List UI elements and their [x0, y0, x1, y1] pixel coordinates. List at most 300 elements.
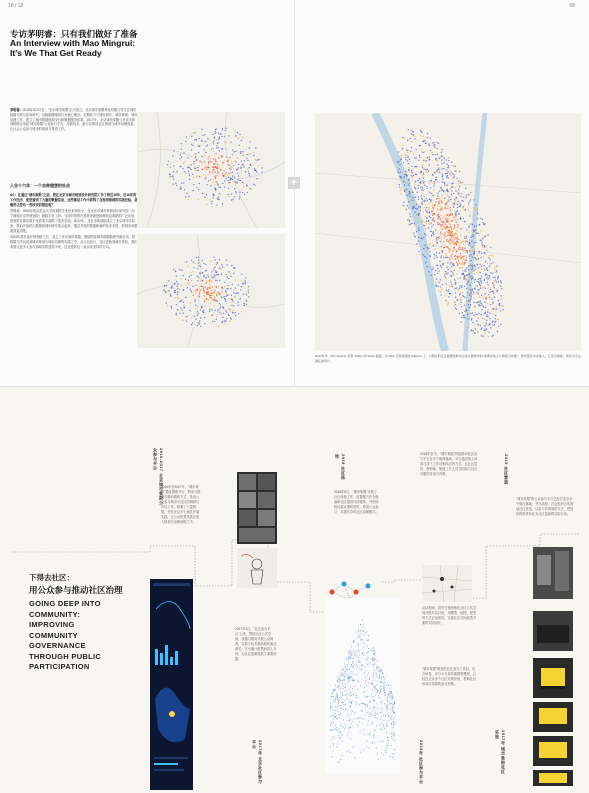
map-dot	[223, 170, 224, 171]
chart-dot	[380, 708, 381, 709]
map-dot	[470, 304, 471, 305]
map-dot	[419, 178, 420, 179]
map-dot	[423, 168, 424, 169]
chart-dot	[372, 711, 373, 712]
map-dot	[474, 219, 475, 220]
map-dot	[453, 177, 454, 178]
map-dot	[462, 295, 463, 296]
chart-dot	[337, 678, 338, 679]
map-dot	[211, 281, 212, 282]
map-dot	[453, 166, 454, 167]
map-dot	[232, 176, 233, 177]
map-dot	[417, 180, 418, 181]
chart-dot	[356, 632, 357, 633]
chart-dot	[350, 686, 351, 687]
chart-dot	[355, 712, 356, 713]
map-dot	[215, 133, 216, 134]
chart-dot	[330, 729, 331, 730]
map-dot	[461, 321, 462, 322]
map-dot	[469, 295, 470, 296]
map-dot	[469, 285, 470, 286]
map-dot	[469, 242, 470, 243]
chart-dot	[370, 713, 371, 714]
map-dot	[499, 303, 500, 304]
map-dot	[451, 214, 452, 215]
chart-dot	[353, 666, 354, 667]
chart-dot	[349, 655, 350, 656]
map-dot	[463, 256, 464, 257]
chart-dot	[376, 725, 377, 726]
map-dot	[242, 155, 243, 156]
map-dot	[420, 171, 421, 172]
chart-dot	[332, 751, 333, 752]
map-dot	[211, 293, 212, 294]
map-dot	[224, 282, 225, 283]
chart-dot	[394, 749, 395, 750]
map-dot	[454, 234, 455, 235]
map-dot	[402, 137, 403, 138]
chart-dot	[336, 718, 337, 719]
map-dot	[462, 180, 463, 181]
chart-dot	[360, 685, 361, 686]
map-dot	[457, 219, 458, 220]
map-dot	[203, 286, 204, 287]
map-dot	[217, 314, 218, 315]
map-dot	[455, 201, 456, 202]
chart-dot	[394, 722, 395, 723]
map-dot	[247, 192, 248, 193]
chart-dot	[350, 701, 351, 702]
map-dot	[412, 177, 413, 178]
city-map-large	[315, 113, 581, 351]
chart-dot	[351, 671, 352, 672]
chart-dot	[363, 703, 364, 704]
map-dot	[485, 288, 486, 289]
map-dot	[463, 250, 464, 251]
map-dot	[469, 255, 470, 256]
map-dot	[247, 154, 248, 155]
map-dot	[477, 323, 478, 324]
map-dot	[446, 202, 447, 203]
map-dot	[425, 204, 426, 205]
map-dot	[411, 147, 412, 148]
map-dot	[450, 243, 451, 244]
map-dot	[494, 324, 495, 325]
map-dot	[255, 148, 256, 149]
map-dot	[187, 316, 188, 317]
map-dot	[477, 208, 478, 209]
map-dot	[439, 158, 440, 159]
map-dot	[197, 311, 198, 312]
map-dot	[470, 199, 471, 200]
chart-dot	[341, 686, 342, 687]
chart-dot	[374, 687, 375, 688]
map-dot	[440, 232, 441, 233]
map-dot	[453, 249, 454, 250]
map-dot	[406, 195, 407, 196]
map-dot	[474, 293, 475, 294]
map-dot	[448, 160, 449, 161]
map-dot	[206, 146, 207, 147]
chart-dot	[341, 670, 342, 671]
chart-dot	[394, 703, 395, 704]
map-dot	[408, 224, 409, 225]
feature-title-en: GOING DEEP INTO COMMUNITY: IMPROVING COMMUNITY GOVERNANCE THROUGH PUBLIC PARTICIPATION	[29, 599, 102, 671]
map-dot	[432, 215, 433, 216]
map-dot	[422, 136, 423, 137]
map-dot	[470, 192, 471, 193]
map-dot	[468, 281, 469, 282]
map-dot	[228, 188, 229, 189]
map-dot	[453, 174, 454, 175]
chart-dot	[376, 666, 377, 667]
chart-dot	[333, 718, 334, 719]
map-dot	[464, 236, 465, 237]
map-dot	[455, 170, 456, 171]
map-dot	[423, 172, 424, 173]
chart-dot	[393, 707, 394, 708]
map-dot	[210, 157, 211, 158]
map-dot	[181, 149, 182, 150]
chart-dot	[379, 675, 380, 676]
map-dot	[190, 289, 191, 290]
chart-dot	[349, 702, 350, 703]
map-dot	[249, 167, 250, 168]
map-dot	[412, 173, 413, 174]
chart-dot	[366, 664, 367, 665]
map-dot	[408, 180, 409, 181]
chart-dot	[342, 673, 343, 674]
map-dot	[475, 258, 476, 259]
map-dot	[431, 226, 432, 227]
chart-dot	[338, 701, 339, 702]
map-dot	[441, 239, 442, 240]
map-dot	[467, 314, 468, 315]
map-dot	[468, 304, 469, 305]
folio-left: 18 / 18	[8, 3, 24, 9]
map-dot	[440, 291, 441, 292]
map-dot	[202, 286, 203, 287]
map-dot	[462, 312, 463, 313]
map-dot	[435, 270, 436, 271]
chart-dot	[381, 681, 382, 682]
map-dot	[181, 143, 182, 144]
map-dot	[466, 284, 467, 285]
map-dot	[478, 306, 479, 307]
chart-dot	[378, 690, 379, 691]
map-dot	[215, 280, 216, 281]
milestone-text-7: "城市象限"研发的社区参与工具包，包含问卷、评分卡与协作地图等模块，已经在北京多个社区开展应用，帮助社区形成可持续的参与机制。	[422, 667, 477, 686]
map-dot	[211, 185, 212, 186]
map-dot	[235, 287, 236, 288]
map-dot	[216, 294, 217, 295]
map-dot	[469, 277, 470, 278]
map-dot	[214, 321, 215, 322]
chart-dot	[380, 671, 381, 672]
answer-1: 茅明睿：2000年我从武汉大学规划院毕业后来到北京，在北京市城市规划设计研究院（以下简称北京市规划院）做数字化工作。当时的背景在我看来就是地理信息系统的广泛应用，规划院在推动数字化转型方面做了很多尝试。2012年，北京市规划院成立了北京城市实验室，我们开始把大数据和城市研究结合起来，通过开放的数据和新的技术手段，把城市问题看得更清楚。	[10, 209, 138, 233]
map-dot	[409, 171, 410, 172]
map-dot	[466, 267, 467, 268]
chart-dot	[351, 710, 352, 711]
map-dot	[228, 308, 229, 309]
map-dot	[414, 136, 415, 137]
map-dot	[209, 172, 210, 173]
map-dot	[489, 277, 490, 278]
chart-dot	[386, 724, 387, 725]
map-dot	[447, 291, 448, 292]
map-dot	[242, 151, 243, 152]
map-dot	[426, 171, 427, 172]
chart-dot	[340, 714, 341, 715]
chart-dot	[350, 706, 351, 707]
map-dot	[423, 248, 424, 249]
chart-dot	[366, 680, 367, 681]
map-dot	[465, 197, 466, 198]
chart-dot	[335, 713, 336, 714]
chart-dot	[391, 703, 392, 704]
chart-dot	[350, 713, 351, 714]
chart-dot	[372, 690, 373, 691]
chart-dot	[349, 693, 350, 694]
chart-dot	[336, 696, 337, 697]
map-dot	[470, 313, 471, 314]
map-dot	[455, 233, 456, 234]
map-dot	[474, 282, 475, 283]
map-dot	[487, 270, 488, 271]
map-dot	[439, 223, 440, 224]
chart-dot	[379, 671, 380, 672]
chart-dot	[334, 691, 335, 692]
map-dot	[164, 291, 165, 292]
map-dot	[205, 178, 206, 179]
chart-dot	[341, 726, 342, 727]
map-dot	[237, 179, 238, 180]
map-dot	[173, 165, 174, 166]
map-dot	[190, 168, 191, 169]
chart-dot	[370, 701, 371, 702]
map-dot	[422, 220, 423, 221]
map-dot	[199, 291, 200, 292]
chart-dot	[369, 716, 370, 717]
map-dot	[429, 212, 430, 213]
map-dot	[410, 130, 411, 131]
map-dot	[203, 174, 204, 175]
chart-dot	[350, 738, 351, 739]
map-dot	[470, 298, 471, 299]
map-dot	[175, 297, 176, 298]
map-dot	[229, 168, 230, 169]
map-dot	[434, 203, 435, 204]
map-dot	[223, 136, 224, 137]
map-dot	[178, 269, 179, 270]
chart-dot	[355, 651, 356, 652]
chart-dot	[343, 688, 344, 689]
map-dot	[190, 302, 191, 303]
map-dot	[175, 183, 176, 184]
map-dot	[199, 183, 200, 184]
map-dot	[448, 241, 449, 242]
map-dot	[188, 280, 189, 281]
map-dot	[205, 264, 206, 265]
chart-dot	[350, 723, 351, 724]
map-dot	[493, 285, 494, 286]
map-dot	[240, 289, 241, 290]
map-dot	[397, 162, 398, 163]
chart-dot	[352, 726, 353, 727]
chart-dot	[350, 649, 351, 650]
map-dot	[454, 228, 455, 229]
map-dot	[411, 223, 412, 224]
map-dot	[437, 222, 438, 223]
map-dot	[174, 283, 175, 284]
map-dot	[215, 153, 216, 154]
map-dot	[415, 197, 416, 198]
chart-dot	[380, 725, 381, 726]
map-dot	[502, 305, 503, 306]
map-dot	[192, 286, 193, 287]
chart-dot	[348, 750, 349, 751]
map-dot	[427, 266, 428, 267]
map-dot	[492, 324, 493, 325]
map-dot	[206, 298, 207, 299]
map-dot	[457, 227, 458, 228]
chart-dot	[379, 693, 380, 694]
map-dot	[199, 165, 200, 166]
map-dot	[417, 222, 418, 223]
map-dot	[432, 219, 433, 220]
chart-dot	[366, 652, 367, 653]
chart-dot	[376, 714, 377, 715]
map-dot	[460, 206, 461, 207]
map-dot	[459, 247, 460, 248]
map-dot	[215, 176, 216, 177]
map-dot	[430, 217, 431, 218]
chart-dot	[362, 664, 363, 665]
chart-dot	[358, 645, 359, 646]
map-dot	[458, 257, 459, 258]
map-dot	[195, 153, 196, 154]
chart-dot	[380, 712, 381, 713]
chart-dot	[358, 662, 359, 663]
map-dot	[184, 307, 185, 308]
chart-dot	[339, 678, 340, 679]
map-dot	[398, 151, 399, 152]
chart-dot	[345, 687, 346, 688]
chart-dot	[351, 695, 352, 696]
map-dot	[408, 129, 409, 130]
chart-dot	[381, 682, 382, 683]
map-dot	[411, 134, 412, 135]
map-dot	[452, 203, 453, 204]
map-dot	[215, 129, 216, 130]
map-dot	[480, 240, 481, 241]
map-dot	[452, 241, 453, 242]
chart-dot	[380, 729, 381, 730]
map-dot	[452, 173, 453, 174]
map-dot	[467, 318, 468, 319]
map-dot	[438, 236, 439, 237]
map-dot	[420, 237, 421, 238]
map-dot	[207, 294, 208, 295]
map-dot	[251, 189, 252, 190]
map-dot	[209, 199, 210, 200]
map-dot	[449, 293, 450, 294]
map-dot	[487, 262, 488, 263]
chart-dot	[337, 729, 338, 730]
chart-dot	[364, 734, 365, 735]
chart-dot	[385, 695, 386, 696]
map-dot	[440, 236, 441, 237]
map-dot	[420, 130, 421, 131]
map-dot	[200, 326, 201, 327]
map-dot	[457, 259, 458, 260]
map-dot	[447, 227, 448, 228]
map-dot	[211, 309, 212, 310]
chart-dot	[363, 634, 364, 635]
chart-dot	[365, 644, 366, 645]
map-dot	[189, 165, 190, 166]
chart-dot	[379, 697, 380, 698]
map-dot	[237, 169, 238, 170]
chart-dot	[330, 703, 331, 704]
map-dot	[475, 316, 476, 317]
map-dot	[423, 181, 424, 182]
map-dot	[433, 267, 434, 268]
chart-dot	[380, 686, 381, 687]
map-dot	[478, 318, 479, 319]
chart-dot	[373, 652, 374, 653]
map-dot	[458, 224, 459, 225]
map-dot	[420, 206, 421, 207]
map-dot	[479, 284, 480, 285]
map-dot	[472, 271, 473, 272]
chart-dot	[388, 713, 389, 714]
map-dot	[193, 295, 194, 296]
map-dot	[447, 221, 448, 222]
map-dot	[206, 270, 207, 271]
map-dot	[465, 260, 466, 261]
map-dot	[221, 297, 222, 298]
map-dot	[207, 289, 208, 290]
chart-dot	[380, 741, 381, 742]
map-dot	[502, 309, 503, 310]
chart-dot	[376, 747, 377, 748]
chart-dot	[383, 725, 384, 726]
chart-dot	[365, 696, 366, 697]
map-dot	[480, 325, 481, 326]
map-dot	[413, 134, 414, 135]
map-dot	[193, 145, 194, 146]
chart-dot	[386, 726, 387, 727]
map-dot	[490, 263, 491, 264]
map-dot	[186, 193, 187, 194]
map-dot	[231, 295, 232, 296]
map-dot	[449, 257, 450, 258]
map-dot	[404, 184, 405, 185]
map-dot	[245, 149, 246, 150]
map-dot	[410, 175, 411, 176]
map-dot	[450, 293, 451, 294]
map-dot	[199, 320, 200, 321]
map-dot	[448, 218, 449, 219]
chart-dot	[392, 698, 393, 699]
map-dot	[469, 265, 470, 266]
map-dot	[425, 216, 426, 217]
chart-dot	[345, 724, 346, 725]
map-dot	[419, 155, 420, 156]
chart-dot	[358, 697, 359, 698]
map-dot	[222, 307, 223, 308]
